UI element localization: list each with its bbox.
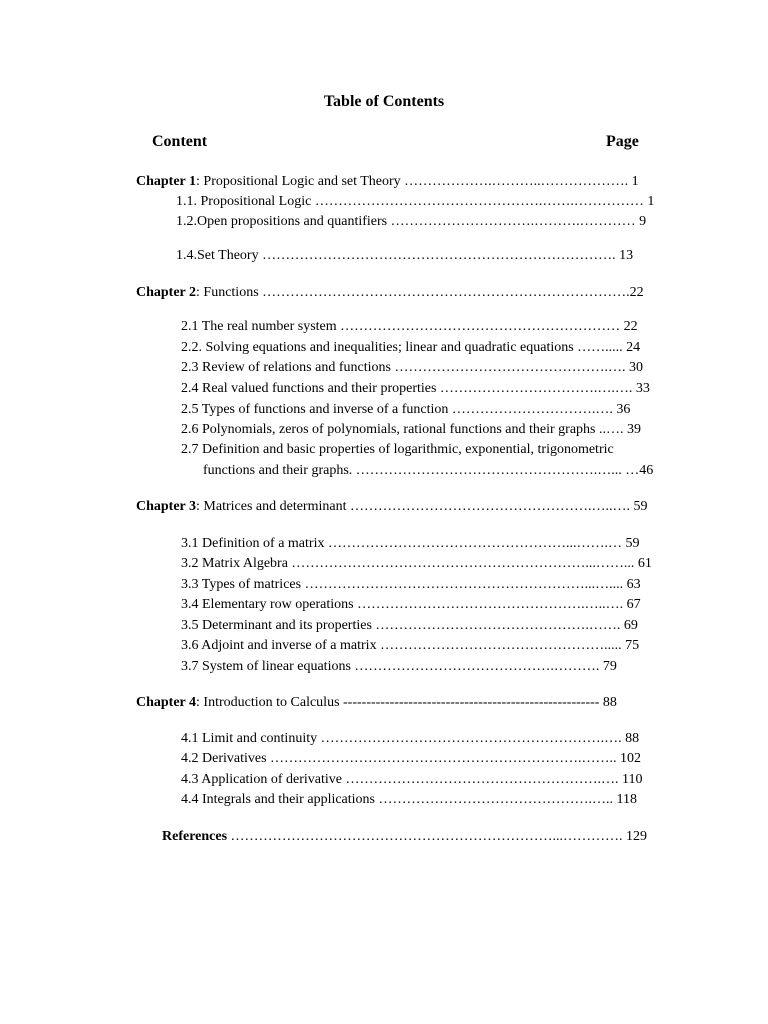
toc-chapter-2 [136, 284, 678, 302]
page-column-header: Page [606, 133, 639, 150]
toc-entry-2-6: 2.6 Polynomials, zeros of polynomials, rational functions and their graphs ..…. 39 [181, 422, 641, 437]
toc-entry-2-4: 2.4 Real valued functions and their properties …………………………….….…. 33 [181, 381, 650, 396]
toc-entry-4-3: 4.3 Application of derivative ……………………………………………….…. 110 [181, 772, 643, 787]
toc-chapter-3 [136, 498, 678, 516]
toc-entry-2-7: 2.7 Definition and basic properties of logarithmic, exponential, trigonometric [181, 442, 614, 457]
toc-entry-2-3: 2.3 Review of relations and functions ……………………………………….…. 30 [181, 360, 643, 375]
toc-entry-3-1: 3.1 Definition of a matrix ……………………………………………...…….… 59 [181, 536, 640, 551]
chapter-title: : Matrices and determinant …………………………………………….…..…. 59 [196, 499, 648, 514]
chapter-title: : Introduction to Calculus ------------------------------------------------------- 88 [196, 695, 617, 710]
toc-entry-1-2: 1.2.Open propositions and quantifiers ………………………….……….………… 9 [176, 214, 647, 229]
chapter-label: Chapter 1 [136, 174, 197, 189]
toc-entry-2-7-continued: functions and their graphs. …………………………………………….…... …46 [203, 463, 654, 478]
toc-entry-3-6: 3.6 Adjoint and inverse of a matrix …………………………………………..... 75 [181, 638, 640, 653]
page-title: Table of Contents [323, 93, 445, 110]
toc-chapter-1 [136, 173, 678, 191]
toc-entry-2-2: 2.2. Solving equations and inequalities; linear and quadratic equations ……..... 24 [181, 340, 641, 355]
chapter-label: Chapter 2 [136, 285, 197, 300]
toc-entry-4-2: 4.2 Derivatives ………………………………………………………….…….. 102 [181, 751, 642, 766]
chapter-title: : Propositional Logic and set Theory ……………….………..………………. 1 [196, 174, 639, 189]
chapter-label: Chapter 4 [136, 695, 197, 710]
toc-entry-3-4: 3.4 Elementary row operations ………………………………………….…..…. 67 [181, 597, 641, 612]
references-label: References [162, 829, 228, 844]
toc-chapter-4 [136, 694, 678, 712]
toc-entry-2-1: 2.1 The real number system …………………………………………………… 22 [181, 319, 638, 334]
toc-entry-1-1: 1.1. Propositional Logic ………………………………………….…….…………… 1 [176, 194, 655, 209]
toc-entry-3-3: 3.3 Types of matrices ……………………………………………………...….... 63 [181, 577, 641, 592]
chapter-title: : Functions …………………………………………………………………….22 [196, 285, 644, 300]
references-page: ……………………………………………………………...…………. 129 [227, 829, 648, 844]
toc-references [162, 828, 678, 846]
toc-entry-3-5: 3.5 Determinant and its properties ……………………………………….……. 69 [181, 618, 638, 633]
chapter-label: Chapter 3 [136, 499, 197, 514]
toc-entry-3-2: 3.2 Matrix Algebra ………………………………………………………...……... 61 [181, 556, 652, 571]
toc-entry-1-4: 1.4.Set Theory …………………………………………………………………. 13 [176, 248, 634, 263]
content-column-header: Content [152, 133, 208, 150]
toc-entry-4-1: 4.1 Limit and continuity …………………………………………………….…. 88 [181, 731, 640, 746]
toc-entry-4-4: 4.4 Integrals and their applications ……………………………………….….. 118 [181, 792, 637, 807]
toc-entry-3-7: 3.7 System of linear equations …………………………………….………. 79 [181, 659, 617, 674]
toc-entry-2-5: 2.5 Types of functions and inverse of a function ………………………….…. 36 [181, 402, 631, 417]
